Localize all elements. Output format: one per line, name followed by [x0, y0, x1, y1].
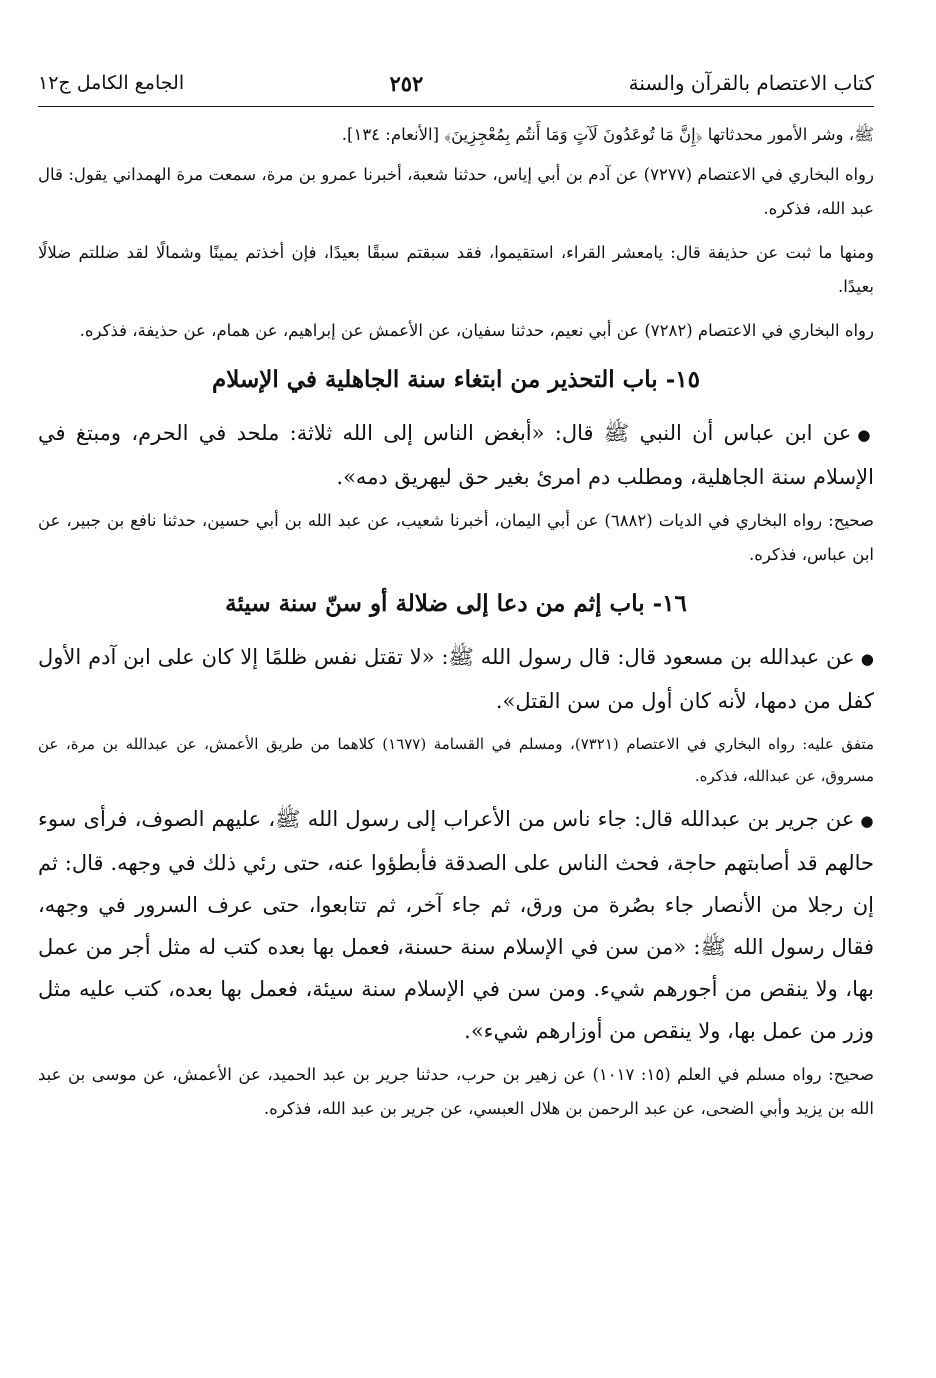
- page-content: [38, 118, 874, 1136]
- hadith-text: عن جرير بن عبدالله قال: جاء ناس من الأعراب إلى رسول الله ﷺ، عليهم الصوف، فرأى سوء حالهم قد أصابتهم حاجة، فحث الناس على الصدقة فأبطؤوا عنه، حتى رئي ذلك في وجهه. قال: ثم إن رجلا من الأنصار جاء بصُرة من ورق، ثم جاء آخر، ثم تتابعوا، حتى عرف السرور في وجهه، فقال رسول الله ﷺ: «من سن في الإسلام سنة حسنة، فعمل بها بعده كتب له مثل أجر من عمل بها، ولا ينقص من أجورهم شيء. ومن سن في الإسلام سنة سيئة، فعمل بها بعده، كتب عليه مثل وزر من عمل بها، ولا ينقص من أوزارهم شيء».: [38, 807, 874, 1043]
- takhrij-bukhari-6882: صحيح: رواه البخاري في الديات (٦٨٨٢) عن أبي اليمان، أخبرنا شعيب، عن عبد الله بن أبي حسين، حدثنا نافع بن جبير، عن ابن عباس، فذكره.: [38, 511, 874, 564]
- hadith-text: عن ابن عباس أن النبي ﷺ قال: «أبغض الناس إلى الله ثلاثة: ملحد في الحرم، ومبتغ في الإسلام سنة الجاهلية، ومطلب دم امرئ بغير حق ليهريق دمه».: [38, 421, 874, 489]
- takhrij-bukhari-7277: رواه البخاري في الاعتصام (٧٢٧٧) عن آدم بن أبي إياس، حدثنا شعبة، أخبرنا عمرو بن مرة، سمعت مرة الهمداني يقول: قال عبد الله، فذكره.: [38, 165, 874, 218]
- chapter-heading-16: ١٦- باب إثم من دعا إلى ضلالة أو سنّ سنة سيئة: [225, 590, 687, 617]
- bullet-icon: ●: [860, 812, 874, 830]
- hadith-text: عن عبدالله بن مسعود قال: قال رسول الله ﷺ: «لا تقتل نفس ظلمًا إلا كان على ابن آدم الأول كفل من دمها، لأنه كان أول من سن القتل».: [38, 645, 874, 713]
- hadith-ibn-abbas: [38, 412, 874, 498]
- page-header: [38, 62, 874, 104]
- bullet-icon: ●: [860, 650, 874, 668]
- page-number: ٢٥٢: [389, 70, 424, 96]
- chapter-heading-15: ١٥- باب التحذير من ابتغاء سنة الجاهلية في الإسلام: [212, 366, 700, 393]
- bullet-icon: ●: [857, 426, 875, 444]
- text-hudhayfa: ومنها ما ثبت عن حذيفة قال: يامعشر القراء، استقيموا، فقد سبقتم سبقًا بعيدًا، فإن أخذتم يمينًا وشمالًا لقد ضللتم ضلالًا بعيدًا.: [38, 243, 874, 296]
- takhrij-bukhari-7282: رواه البخاري في الاعتصام (٧٢٨٢) عن أبي نعيم، حدثنا سفيان، عن الأعمش عن إبراهيم، عن همام، عن حذيفة، فذكره.: [79, 321, 874, 340]
- header-rule: [38, 106, 874, 107]
- hadith-ibn-masud: [38, 636, 874, 722]
- volume-title: الجامع الكامل ج١٢: [38, 72, 185, 94]
- takhrij-muttafaq: متفق عليه: رواه البخاري في الاعتصام (٧٣٢١)، ومسلم في القسامة (١٦٧٧) كلاهما من طريق الأعمش، عن عبدالله بن مرة، عن مسروق، عن عبدالله، فذكره.: [38, 735, 874, 785]
- text-continuation: ﷺ، وشر الأمور محدثاتها ﴿إِنَّ مَا تُوعَدُونَ لَآتٍ وَمَا أَنتُم بِمُعْجِزِينَ﴾ [الأنعام: ١٣٤].: [341, 125, 874, 144]
- hadith-jarir: [38, 798, 874, 1052]
- takhrij-muslim-1017: صحيح: رواه مسلم في العلم (١٥: ١٠١٧) عن زهير بن حرب، حدثنا جرير بن عبد الحميد، عن الأعمش، عن موسى بن عبد الله بن يزيد وأبي الضحى، عن عبد الرحمن بن هلال العبسي، عن جرير بن عبد الله، فذكره.: [38, 1065, 874, 1118]
- book-title: كتاب الاعتصام بالقرآن والسنة: [628, 71, 874, 95]
